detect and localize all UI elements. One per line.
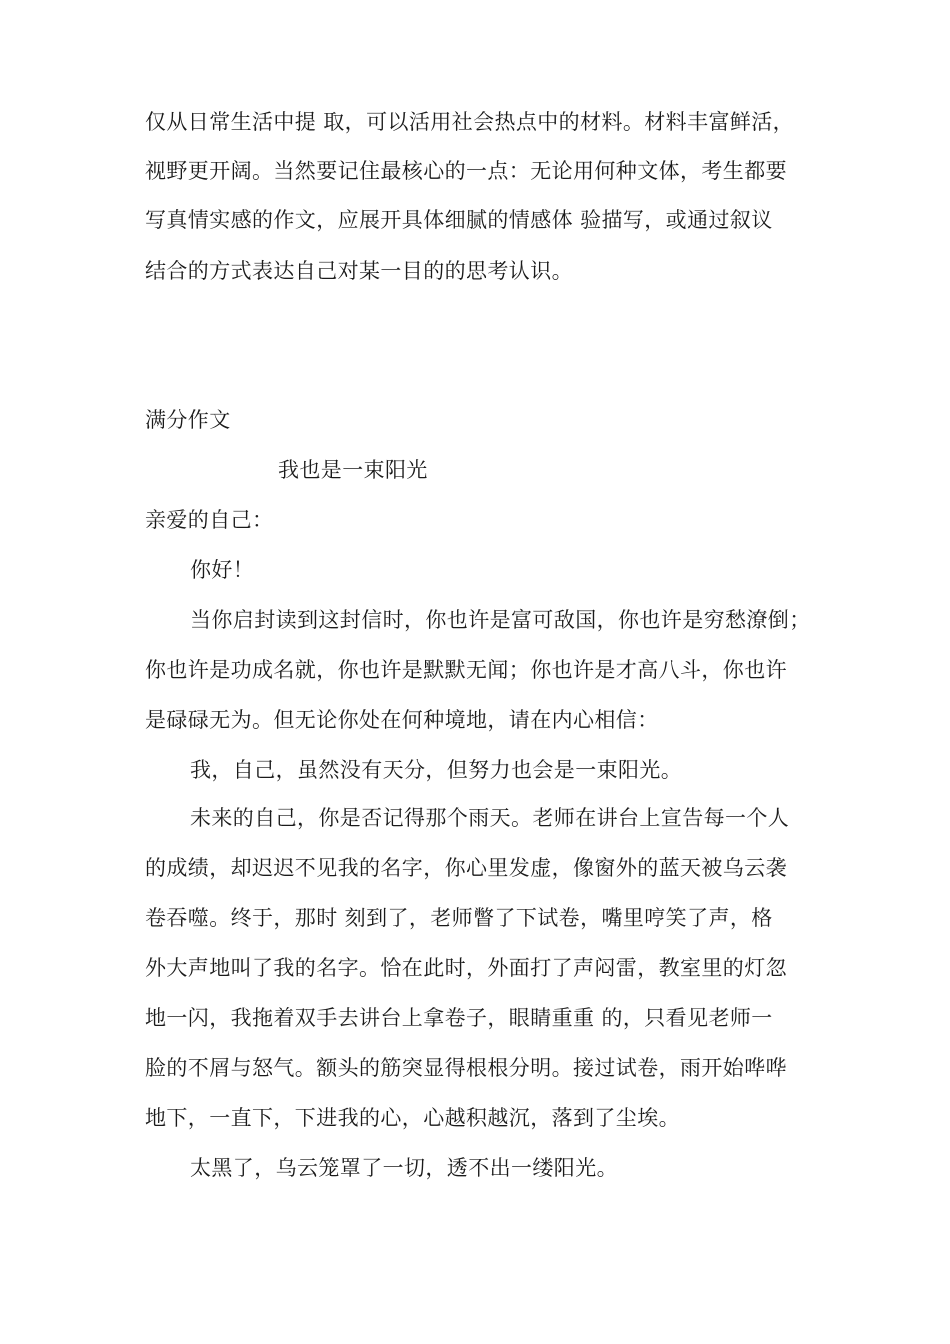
paragraph-line: 外大声地叫了我的名字。恰在此时，外面打了声闷雷，教室里的灯忽 <box>145 956 787 980</box>
paragraph-line: 我，自己，虽然没有天分，但努力也会是一束阳光。 <box>190 758 683 782</box>
paragraph-line: 你也许是功成名就，你也许是默默无闻；你也许是才高八斗，你也许 <box>145 658 787 682</box>
paragraph-line: 地下，一直下，下进我的心，心越积越沉，落到了尘埃。 <box>145 1106 680 1130</box>
intro-line: 视野更开阔。当然要记住最核心的一点：无论用何种文体，考生都要 <box>145 159 787 183</box>
paragraph-line: 当你启封读到这封信时，你也许是富可敌国，你也许是穷愁潦倒； <box>190 608 811 632</box>
paragraph-line: 是碌碌无为。但无论你处在何种境地，请在内心相信： <box>145 708 659 732</box>
paragraph-line: 太黑了，乌云笼罩了一切，透不出一缕阳光。 <box>190 1156 618 1180</box>
greeting: 你好！ <box>190 558 255 582</box>
paragraph-line: 的成绩，却迟迟不见我的名字，你心里发虚，像窗外的蓝天被乌云袭 <box>145 856 787 880</box>
intro-line: 写真情实感的作文，应展开具体细腻的情感体 验描写，或通过叙议 <box>145 208 773 232</box>
paragraph-line: 未来的自己，你是否记得那个雨天。老师在讲台上宣告每一个人 <box>190 806 790 830</box>
intro-line: 仅从日常生活中提 取，可以活用社会热点中的材料。材料丰富鲜活， <box>145 110 795 134</box>
paragraph-line: 地一闪，我拖着双手去讲台上拿卷子，眼睛重重 的，只看见老师一 <box>145 1006 773 1030</box>
paragraph-line: 卷吞噬。终于，那时 刻到了，老师瞥了下试卷，嘴里哼笑了声，格 <box>145 906 773 930</box>
salutation: 亲爱的自己： <box>145 508 274 532</box>
essay-title: 我也是一束阳光 <box>278 458 428 482</box>
intro-line: 结合的方式表达自己对某一目的的思考认识。 <box>145 259 573 283</box>
section-label: 满分作文 <box>145 408 231 432</box>
paragraph-line: 脸的不屑与怒气。额头的筋突显得根根分明。接过试卷，雨开始哗哗 <box>145 1056 787 1080</box>
